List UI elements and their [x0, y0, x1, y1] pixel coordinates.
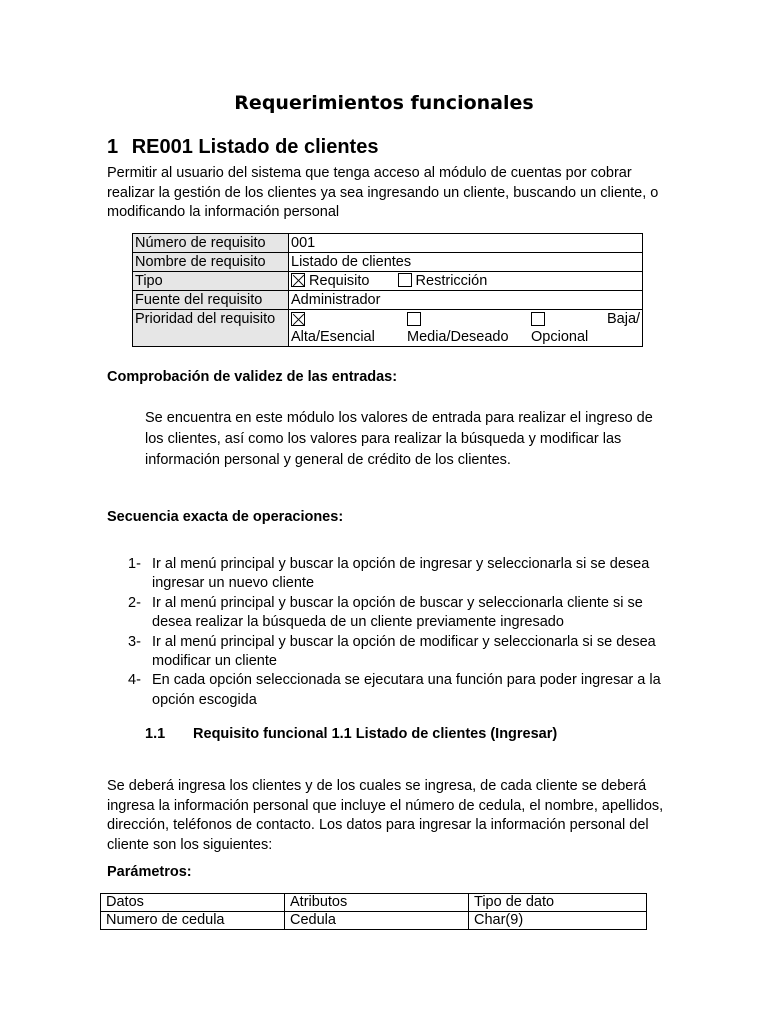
document-title: Requerimientos funcionales [234, 92, 534, 114]
priority-baja-label: Baja/ [607, 311, 641, 327]
subsection-paragraph: Se deberá ingresa los clientes y de los cuales se ingresa, de cada cliente se deberá ingresa la información personal que incluye el número de cedula, el nombre, apellidos, dirección, teléfonos de contacto. Los datos para ingresar la información personal del cliente son los siguientes: [107, 778, 664, 853]
row-value: Listado de clientes [289, 253, 643, 272]
sequence-heading: Secuencia exacta de operaciones: [107, 509, 344, 525]
sequence-list [128, 555, 668, 710]
table-row [133, 291, 643, 310]
table-cell: Numero de cedula [101, 912, 285, 930]
subsection-number: 1.1 [145, 726, 166, 742]
priority-opcional-label: Opcional [531, 329, 589, 345]
checked-checkbox-icon[interactable] [291, 273, 305, 287]
table-cell: Char(9) [469, 912, 647, 930]
checkbox-icon[interactable] [407, 311, 421, 329]
checkbox-icon[interactable] [398, 273, 412, 287]
row-label: Nombre de requisito [133, 253, 289, 272]
row-label: Prioridad del requisito [133, 310, 289, 347]
row-value: Administrador [289, 291, 643, 310]
params-heading: Parámetros: [107, 864, 192, 880]
column-header: Datos [101, 894, 285, 912]
priority-media-label: Media/Deseado [407, 329, 509, 345]
subsection-heading [145, 726, 557, 742]
step-number: 1- [128, 556, 141, 572]
table-row [101, 912, 647, 930]
section-number: 1 [107, 136, 119, 158]
requirement-table [132, 233, 643, 347]
step-number: 3- [128, 633, 141, 650]
tipo-option-restriccion [398, 273, 488, 289]
table-row [133, 234, 643, 253]
table-header-row [101, 894, 647, 912]
validation-paragraph: Se encuentra en este módulo los valores de entrada para realizar el ingreso de los clientes, así como los valores para realizar la búsqueda y modificar las información personal y general de crédito de los clientes. [145, 410, 653, 468]
column-header: Tipo de dato [469, 894, 647, 912]
priority-alta-label: Alta/Esencial [291, 329, 375, 345]
intro-paragraph: Permitir al usuario del sistema que tenga acceso al módulo de cuentas por cobrar realizar la gestión de los clientes ya sea ingresando un cliente, buscando un cliente, o modificando la información personal [107, 165, 659, 221]
step-text: Ir al menú principal y buscar la opción de buscar y seleccionarla cliente si se desea realizar la búsqueda de un cliente previamente ingresado [152, 594, 643, 631]
section-title: RE001 Listado de clientes [131, 136, 379, 158]
list-item [128, 594, 668, 633]
step-text: Ir al menú principal y buscar la opción de modificar y seleccionarla si se desea modificar un cliente [152, 633, 656, 670]
list-item [128, 671, 668, 710]
step-text: En cada opción seleccionada se ejecutara una función para poder ingresar a la opción escogida [152, 672, 661, 708]
table-cell: Cedula [285, 912, 469, 930]
table-row [133, 253, 643, 272]
section-heading [107, 136, 378, 159]
checked-checkbox-icon[interactable] [291, 311, 305, 329]
row-label: Tipo [133, 272, 289, 291]
row-label: Número de requisito [133, 234, 289, 253]
list-item [128, 555, 668, 594]
row-value: 001 [289, 234, 643, 253]
params-table [100, 893, 647, 930]
column-header: Atributos [285, 894, 469, 912]
table-row [133, 272, 643, 291]
step-text: Ir al menú principal y buscar la opción de ingresar y seleccionarla si se desea ingresar un nuevo cliente [152, 556, 650, 592]
option-label: Requisito [309, 273, 370, 289]
validation-heading: Comprobación de validez de las entradas: [107, 369, 398, 385]
checkbox-icon[interactable] [531, 311, 545, 329]
tipo-options [289, 272, 643, 291]
subsection-title: Requisito funcional 1.1 Listado de clientes (Ingresar) [193, 726, 558, 742]
list-item [128, 633, 668, 672]
row-label: Fuente del requisito [133, 291, 289, 310]
tipo-option-requisito [291, 273, 374, 289]
option-label: Restricción [415, 273, 488, 289]
table-row [133, 310, 643, 347]
step-number: 2- [128, 594, 141, 611]
step-number: 4- [128, 672, 141, 689]
priority-options [289, 310, 643, 347]
